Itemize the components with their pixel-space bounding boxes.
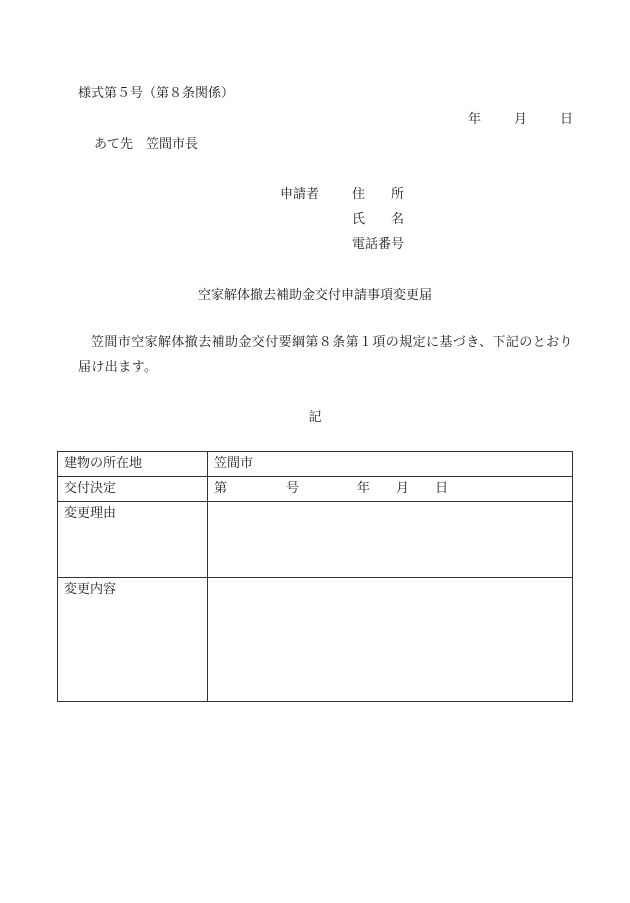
applicant-address-label [352,183,404,202]
body-text: 笠間市空家解体撤去補助金交付要綱第８条第１項の規定に基づき、下記のとおり届け出ます。 [78,335,573,375]
applicant-phone-label: 電話番号 [352,237,405,252]
document-title: 空家解体撤去補助金交付申請事項変更届 [197,288,432,303]
table-row [58,477,573,502]
submission-date [468,108,573,127]
addressee-name: 笠間市長 [146,137,199,152]
decision-year: 年 [357,481,371,496]
addressee [94,133,198,152]
applicant-label: 申請者 [280,187,320,202]
name-label-char-1: 氏 [352,212,366,227]
date-day-label: 日 [560,112,574,127]
addressee-prefix: あて先 [94,137,134,152]
date-year-label: 年 [468,112,482,127]
address-label-char-2: 所 [391,187,405,202]
change-reason-label: 変更理由 [58,502,208,578]
decision-day: 日 [435,481,449,496]
name-label-char-2: 名 [391,212,405,227]
table-row [58,578,573,702]
decision-month: 月 [396,481,410,496]
change-details-table [57,451,573,702]
form-number: 様式第５号（第８条関係） [78,86,235,101]
decision-dai: 第 [214,481,228,496]
change-reason-value[interactable] [208,502,573,578]
location-label: 建物の所在地 [58,452,208,477]
table-row [58,502,573,578]
decision-label: 交付決定 [58,477,208,502]
applicant-name-label [352,208,404,227]
change-content-label: 変更内容 [58,578,208,702]
decision-value[interactable] [208,477,573,502]
decision-go: 号 [286,481,300,496]
location-value[interactable]: 笠間市 [208,452,573,477]
table-row [58,452,573,477]
address-label-char-1: 住 [352,187,366,202]
change-content-value[interactable] [208,578,573,702]
date-month-label: 月 [514,112,528,127]
ki-heading: 記 [308,410,322,425]
